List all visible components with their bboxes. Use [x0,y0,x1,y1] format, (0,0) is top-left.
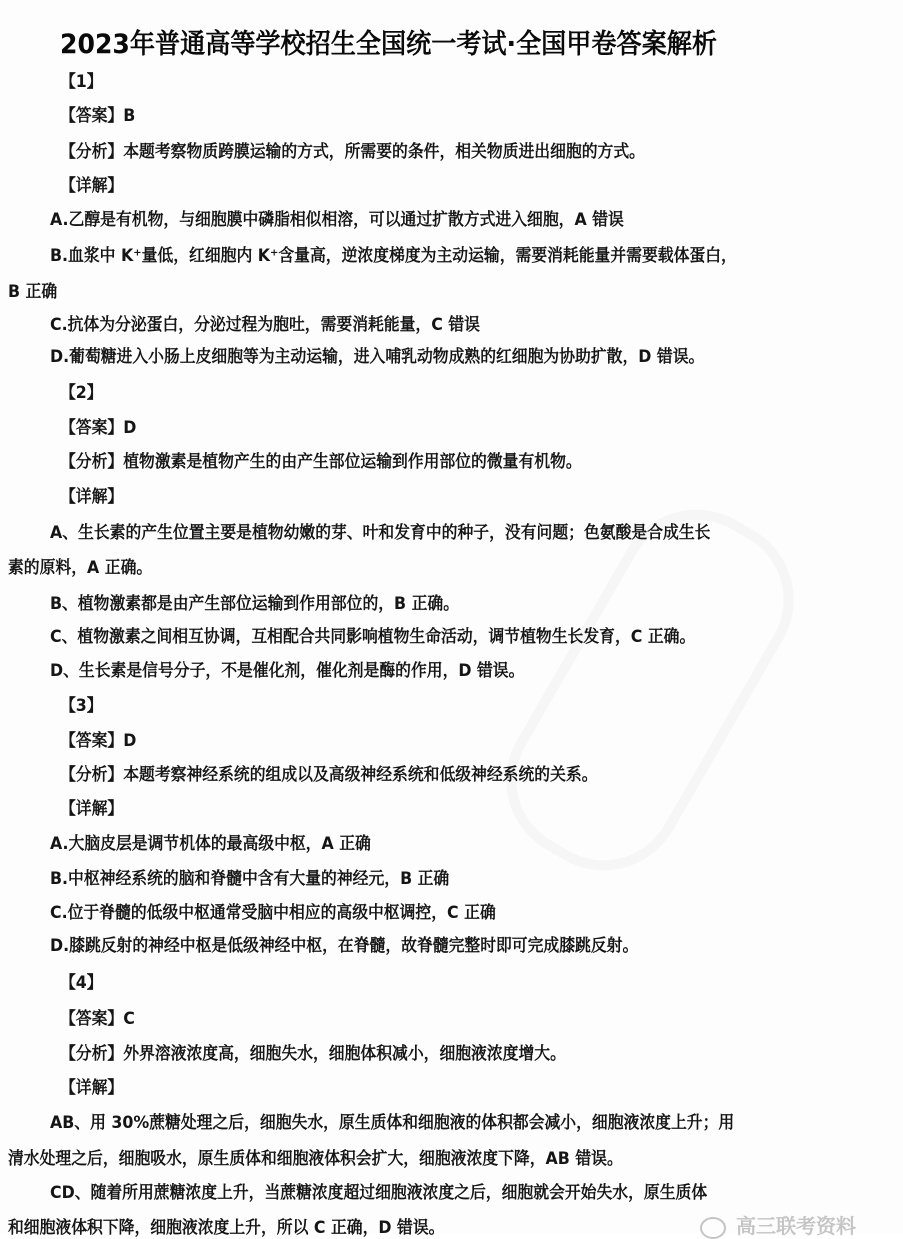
chat-bubble-icon [700,1217,726,1239]
question-number: 【1】 [60,72,103,92]
question-number: 【2】 [60,383,103,403]
answer-label: 【答案】D [60,418,137,438]
answer-label: 【答案】C [60,1009,135,1029]
detail-line: C.抗体为分泌蛋白，分泌过程为胞吐，需要消耗能量，C 错误 [50,315,480,335]
corner-watermark [700,1210,856,1239]
detail-line: 素的原料，A 正确。 [8,558,153,578]
detail-label: 【详解】 [60,1078,124,1098]
detail-label: 【详解】 [60,176,124,196]
detail-line: B.中枢神经系统的脑和脊髓中含有大量的神经元，B 正确 [50,869,450,889]
document-title: 2023年普通高等学校招生全国统一考试·全国甲卷答案解析 [60,29,717,60]
detail-line: D.膝跳反射的神经中枢是低级神经中枢，在脊髓，故脊髓完整时即可完成膝跳反射。 [50,936,639,956]
detail-line: A.乙醇是有机物，与细胞膜中磷脂相似相溶，可以通过扩散方式进入细胞，A 错误 [50,210,624,230]
analysis-text: 【分析】外界溶液浓度高，细胞失水，细胞体积减小，细胞液浓度增大。 [60,1044,566,1064]
detail-line: C、植物激素之间相互协调，互相配合共同影响植物生命活动，调节植物生长发育，C 正确。 [50,627,696,647]
question-number: 【4】 [60,973,103,993]
detail-line: B、植物激素都是由产生部位运输到作用部位的，B 正确。 [50,594,460,614]
detail-line: C.位于脊髓的低级中枢通常受脑中相应的高级中枢调控，C 正确 [50,903,496,923]
detail-label: 【详解】 [60,487,124,507]
detail-line: A、生长素的产生位置主要是植物幼嫩的芽、叶和发育中的种子，没有问题；色氨酸是合成生长 [50,523,711,543]
detail-label: 【详解】 [60,799,124,819]
detail-line: D、生长素是信号分子，不是催化剂，催化剂是酶的作用，D 错误。 [50,661,525,681]
detail-line: A.大脑皮层是调节机体的最高级中枢，A 正确 [50,834,371,854]
detail-line: D.葡萄糖进入小肠上皮细胞等为主动运输，进入哺乳动物成熟的红细胞为协助扩散，D 错误。 [50,347,705,367]
detail-line: 清水处理之后，细胞吸水，原生质体和细胞液体积会扩大，细胞液浓度下降，AB 错误。 [8,1149,623,1169]
detail-line: 和细胞液体积下降，细胞液浓度上升，所以 C 正确，D 错误。 [8,1218,445,1238]
detail-line: B 正确 [8,282,58,302]
detail-line: AB、用 30%蔗糖处理之后，细胞失水，原生质体和细胞液的体积都会减小，细胞液浓度上升；用 [50,1113,735,1133]
analysis-text: 【分析】本题考察物质跨膜运输的方式，所需要的条件，相关物质进出细胞的方式。 [60,142,645,162]
watermark-text: 高三联考资料 [736,1214,856,1238]
answer-label: 【答案】B [60,106,136,126]
detail-line: CD、随着所用蔗糖浓度上升，当蔗糖浓度超过细胞液浓度之后，细胞就会开始失水，原生质体 [50,1183,708,1203]
detail-line: B.血浆中 K⁺量低，红细胞内 K⁺含量高，逆浓度梯度为主动运输，需要消耗能量并需要载体蛋白， [50,246,737,266]
analysis-text: 【分析】植物激素是植物产生的由产生部位运输到作用部位的微量有机物。 [60,452,582,472]
question-number: 【3】 [60,696,103,716]
analysis-text: 【分析】本题考察神经系统的组成以及高级神经系统和低级神经系统的关系。 [60,765,598,785]
answer-label: 【答案】D [60,731,137,751]
